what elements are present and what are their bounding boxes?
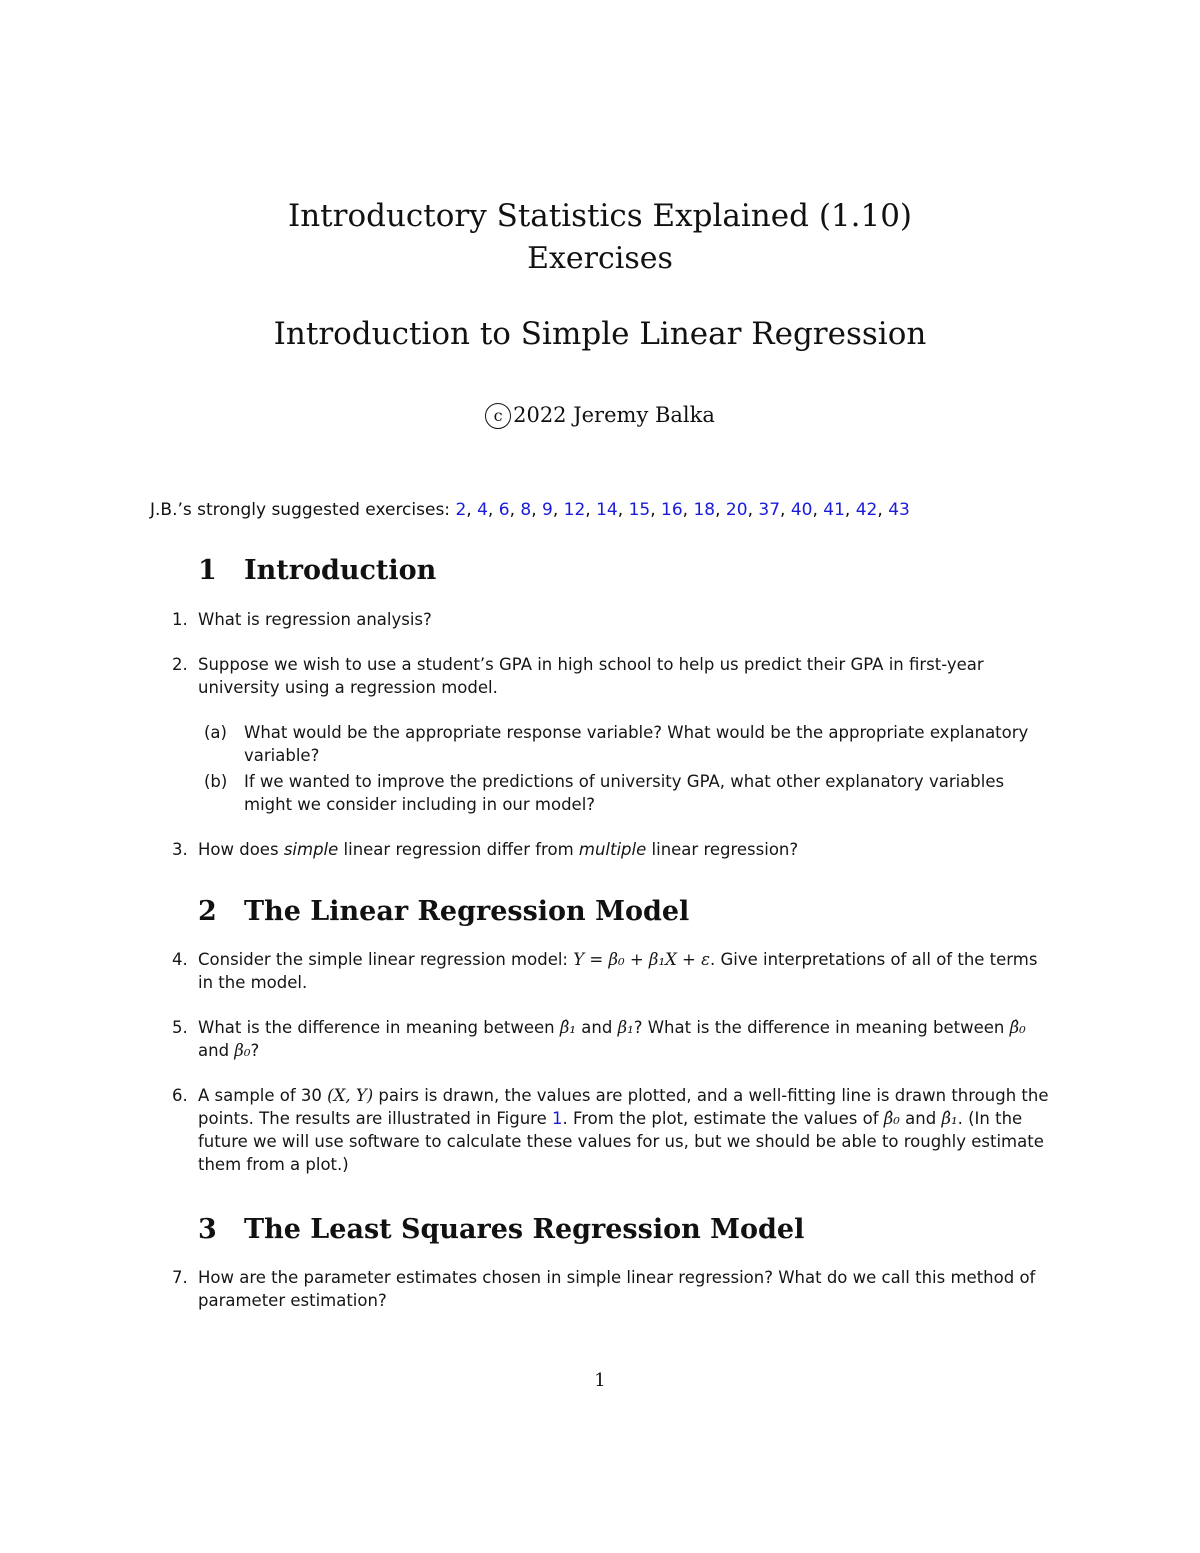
question-text: What is regression analysis? [198,610,432,629]
separator: , [844,500,856,520]
text-run: How does [198,840,284,859]
suggested-links [455,500,909,520]
question-number: 7. [172,1268,188,1287]
suggested-exercises [150,498,910,522]
text-run: and [576,1018,618,1037]
question-1 [172,608,1052,631]
question-3 [172,838,1052,861]
text-run: ? What is the difference in meaning between [633,1018,1010,1037]
copyright-icon: c [485,403,511,429]
section-number: 1 [198,555,217,586]
exercise-link-37[interactable]: 37 [758,500,781,520]
text-run: . (In the future we will use software to calculate these values for us, but we should be able to roughly estimate them from a plot.) [198,1109,1044,1174]
exercise-link-6[interactable]: 6 [498,500,510,520]
section-number: 3 [198,1214,217,1245]
section-heading-1 [198,554,436,588]
exercise-link-2[interactable]: 2 [455,500,467,520]
question-text: Suppose we wish to use a student’s GPA in high school to help us predict their GPA in first-year university using a regression model. [198,655,984,697]
subquestion-label: (a) [204,723,227,742]
subquestion-label: (b) [204,772,228,791]
separator: , [715,500,726,520]
document-title: Introductory Statistics Explained (1.10) [287,198,913,234]
question-number: 6. [172,1086,188,1105]
text-run: linear regression differ from [338,840,579,859]
separator: , [877,500,889,520]
emphasis: simple [283,840,339,859]
question-4 [172,948,1052,994]
emphasis: multiple [578,840,647,859]
question-text [198,948,1052,994]
question-2 [172,653,1052,699]
text-run: pairs is drawn, the values are plotted, and a well-fitting line is drawn through the points. The results are illustrated in Figure [198,1086,1049,1128]
suggested-label: J.B.’s strongly suggested exercises: [150,500,451,520]
text-run: . Give interpretations of all of the terms in the model. [198,950,1038,992]
exercise-link-20[interactable]: 20 [725,500,748,520]
section-heading-3 [198,1213,804,1247]
exercise-link-4[interactable]: 4 [477,500,488,520]
separator: , [682,500,694,520]
page-number: 1 [594,1370,606,1391]
separator: , [780,500,791,520]
exercise-link-8[interactable]: 8 [520,500,532,520]
question-number: 5. [172,1018,188,1037]
text-run: and [198,1041,235,1060]
separator: , [487,500,499,520]
chapter-title: Introduction to Simple Linear Regression [273,316,927,352]
question-number: 4. [172,950,188,969]
document-subtitle: Exercises [527,241,673,276]
question-number: 3. [172,840,188,859]
exercise-link-12[interactable]: 12 [563,500,586,520]
exercise-link-9[interactable]: 9 [542,500,553,520]
section-title: The Least Squares Regression Model [244,1214,805,1245]
exercise-link-41[interactable]: 41 [823,500,845,520]
math-symbol: β̂₀ [883,1109,900,1128]
question-2b [204,770,1052,816]
text-run: Consider the simple linear regression model: [198,950,574,969]
section-number: 2 [198,896,217,927]
question-7 [172,1266,1052,1312]
exercise-link-14[interactable]: 14 [596,500,618,520]
section-title: The Linear Regression Model [244,896,690,927]
text-run: . From the plot, estimate the values of [562,1109,884,1128]
question-text [198,1016,1052,1062]
text-run: What is the difference in meaning between [198,1018,560,1037]
copyright-text: 2022 Jeremy Balka [513,403,715,427]
copyright-line [0,398,1200,432]
exercise-link-40[interactable]: 40 [790,500,813,520]
question-6 [172,1084,1052,1176]
math-symbol: β₀ [234,1041,251,1060]
math-expression: Y = β₀ + β₁X + ε [573,950,710,969]
separator: , [531,500,543,520]
text-run: ? [250,1041,260,1060]
separator: , [747,500,759,520]
question-number: 1. [172,610,188,629]
exercise-link-42[interactable]: 42 [855,500,878,520]
math-symbol: β̂₀ [1009,1018,1026,1037]
exercise-link-18[interactable]: 18 [693,500,716,520]
separator: , [509,500,521,520]
math-symbol: β̂₁ [941,1109,958,1128]
question-text: How are the parameter estimates chosen in simple linear regression? What do we call this method of parameter estimation? [198,1268,1036,1310]
separator: , [650,500,662,520]
subquestion-text: What would be the appropriate response variable? What would be the appropriate explanatory variable? [244,723,1029,765]
math-expression: (X, Y) [327,1086,374,1105]
question-2a [204,721,1052,767]
question-5 [172,1016,1052,1062]
subquestion-text: If we wanted to improve the predictions of university GPA, what other explanatory variables might we consider including in our model? [244,772,1005,814]
separator: , [812,500,824,520]
question-number: 2. [172,655,188,674]
exercise-link-16[interactable]: 16 [661,500,683,520]
text-run: A sample of 30 [198,1086,328,1105]
separator: , [466,500,478,520]
separator: , [617,500,629,520]
question-text [198,1084,1052,1176]
text-run: and [899,1109,942,1128]
math-symbol: β̂₁ [559,1018,577,1037]
exercise-link-15[interactable]: 15 [628,500,651,520]
exercise-link-43[interactable]: 43 [888,500,910,520]
figure-link[interactable]: 1 [551,1109,563,1128]
section-heading-2 [198,895,689,929]
section-title: Introduction [244,555,437,586]
separator: , [585,500,597,520]
math-symbol: β₁ [617,1018,634,1037]
text-run: linear regression? [646,840,799,859]
question-text [198,838,1052,861]
separator: , [552,500,564,520]
